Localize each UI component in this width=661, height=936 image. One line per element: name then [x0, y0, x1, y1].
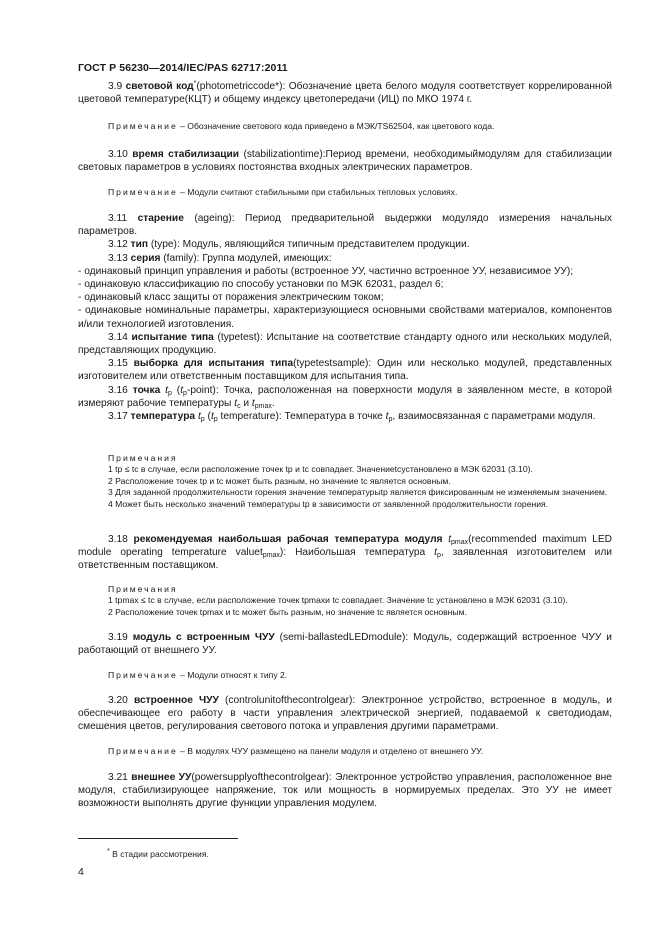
- page-number: 4: [78, 866, 84, 878]
- note-3-10: Примечание – Модули считают стабильными при стабильных тепловых условиях.: [108, 187, 458, 197]
- term-3-14: 3.14 испытание типа (typetest): Испытание на соответствие стандарту одного или нескольких модулей, представляющих продукцию.: [78, 331, 612, 357]
- terms-3-11-to-3-17: [78, 212, 612, 423]
- notes-label: Примечания: [108, 453, 178, 463]
- term-3-10: 3.10 время стабилизации (stabilizationtime):Период времени, необходимыймодулям для стабилизации световых параметров в условиях постоянства входных электрических параметров.: [78, 149, 612, 174]
- list-item: - одинаковый класс защиты от поражения электрическим током;: [78, 292, 384, 304]
- term-3-13: 3.13 серия (family): Группа модулей, имеющих:: [108, 252, 332, 264]
- term-3-15: 3.15 выборка для испытания типа(typetestsample): Один или несколько модулей, представленных изготовителем или ответственным поставщиком для испытания типа.: [78, 358, 612, 383]
- list-item: - одинаковые номинальные параметры, характеризующиеся основными свойствами материалов, компонентов и/или технологией изготовления.: [78, 305, 612, 330]
- note-3-9: Примечание – Обозначение светового кода приведено в МЭК/TS62504, как цветового кода.: [108, 121, 495, 131]
- term-3-21: 3.21 внешнее УУ(powersupplyofthecontrolgear): Электронное устройство управления, расположенное вне модуля, стабилизирующее напряжение, ток или мощность в нормируемых пределах. Это УУ не имеет возможности выполнять другие функции управления модулем.: [78, 772, 612, 810]
- note-item: 2 Расположение точек tp и tc может быть разным, но значение tc является основным.: [108, 475, 451, 486]
- term-3-11: 3.11 старение (ageing): Период предварительной выдержки модулядо измерения начальных параметров.: [78, 213, 612, 238]
- term-3-12: 3.12 тип (type): Модуль, являющийся типичным представителем продукции.: [108, 239, 470, 251]
- note-3-19: Примечание – Модули относят к типу 2.: [108, 670, 288, 680]
- list-item: - одинаковый принцип управления и работы (встроенное УУ, частично встроенное УУ, независимое УУ);: [78, 265, 574, 277]
- footnote: * В стадии рассмотрения.: [107, 848, 209, 859]
- footnote-divider: [78, 838, 238, 839]
- term-3-16: 3.16 точка $t_p$ $(t_p-point)$: Точка, расположенная на поверхности модуля в заявленном месте, в которой измеряют рабочие температуры $t_c$ и $t_{pmax}$.: [78, 384, 612, 410]
- term-3-20: 3.20 встроенное ЧУУ (controlunitofthecontrolgear): Электронное устройство, встроенное в модуль, и обеспечивающее его работу в части управления электрической энергией, подаваемой к светодиодам, смешения цветов, регулирования светового потока и управления другими параметрами.: [78, 695, 612, 733]
- note-item: 2 Расположение точек tpmax и tc может быть разным, но значение tc является основным.: [108, 606, 467, 617]
- note-item: 1 tpmax ≤ tc в случае, если расположение точек tpmaxи tc совпадает. Значение tc установлено в МЭК 62031 (3.10).: [108, 595, 568, 606]
- term-3-17: 3.17 температура $t_p$ ($t_p$ temperature): Температура в точке $t_p$, взаимосвязанная с параметрами модуля.: [108, 411, 596, 424]
- note-item: 4 Может быть несколько значений температуры tp в зависимости от заявленной продолжительности горения.: [108, 498, 549, 509]
- notes-3-17: [78, 453, 612, 510]
- document-header: ГОСТ Р 56230—2014/IEC/PAS 62717:2011: [78, 62, 288, 74]
- term-3-9: 3.9 световой код*(photometriccode*): Обозначение цвета белого модуля соответствует коррелированной цветовой температуре(КЦТ) и общему индексу цветопередачи (ИЦ) по МКО 1974 г.: [78, 80, 612, 106]
- note-3-20: Примечание – В модулях ЧУУ размещено на панели модуля и отделено от внешнего УУ.: [108, 746, 483, 756]
- note-item: 1 tp ≤ tc в случае, если расположение точек tp и tc совпадает. Значениеtcустановлено в МЭК 62031 (3.10).: [108, 464, 533, 475]
- term-3-18: 3.18 рекомендуемая наибольшая рабочая температура модуля $t_{pmax}(recommended$ maximum LED module operating temperature valuet$_{pmax}$): Наибольшая температура $t_p$, заявленная изготовителем или ответственным поставщиком.: [78, 534, 612, 572]
- notes-3-18: [78, 584, 612, 618]
- term-3-19: 3.19 модуль с встроенным ЧУУ (semi-ballastedLEDmodule): Модуль, содержащий встроенное ЧУУ и работающий от внешнего УУ.: [78, 632, 612, 657]
- list-item: - одинаковую классификацию по способу установки по МЭК 62031, раздел 6;: [78, 279, 444, 291]
- notes-label: Примечания: [108, 584, 178, 594]
- note-item: 3 Для заданной продолжительности горения значение температурыtp является фиксированным не изменяемым значением.: [108, 487, 608, 498]
